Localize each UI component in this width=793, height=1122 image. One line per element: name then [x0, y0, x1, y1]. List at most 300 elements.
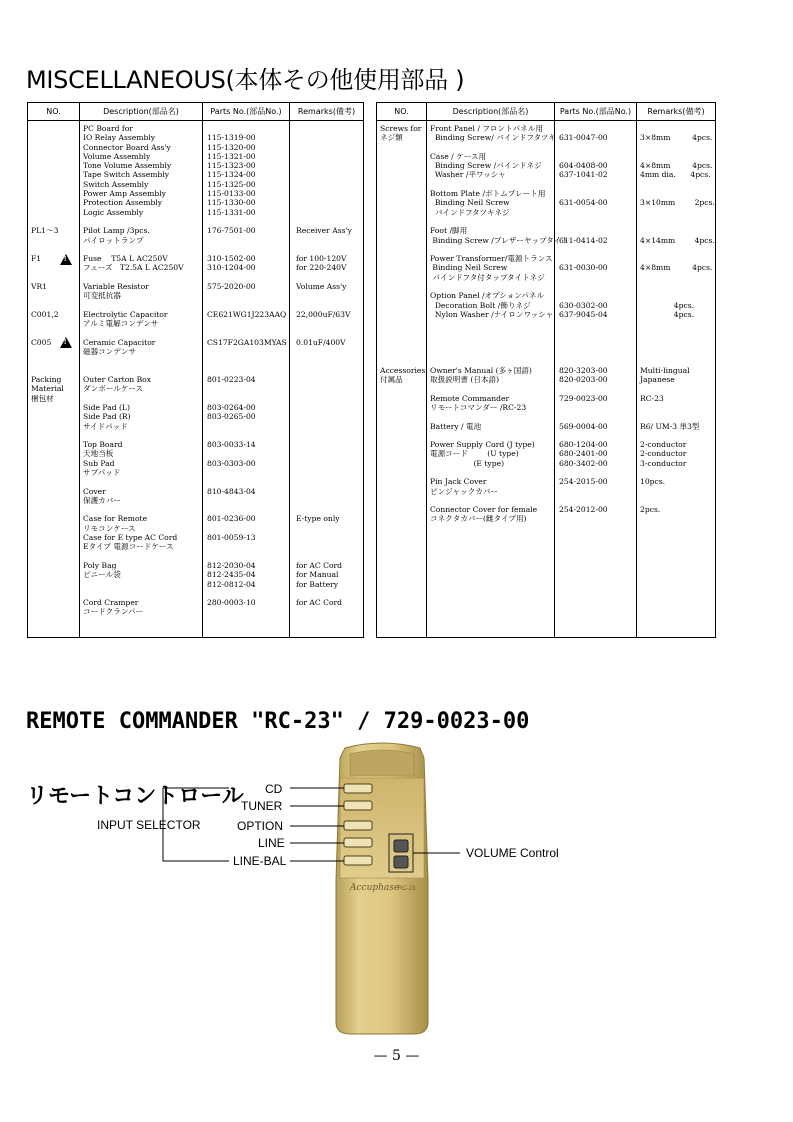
cell-line: Switch Assembly: [83, 179, 149, 189]
cell-line: [290, 161, 363, 170]
cell-line: [203, 291, 289, 300]
line-button: [344, 838, 372, 847]
cell-line: [637, 496, 715, 505]
cell-line: [637, 347, 715, 356]
cell-line: [555, 412, 636, 421]
cell-line: Connector Cover for female: [430, 505, 538, 515]
cell-line: 810-4843-04: [207, 486, 256, 496]
cell-line: [28, 189, 79, 198]
cell-line: 4×8mm 4pcs.: [640, 161, 713, 171]
cell-line: [377, 449, 426, 458]
cell-line: 631-0030-00: [559, 263, 608, 273]
cell-line: [427, 347, 554, 356]
cell-line: [377, 310, 426, 319]
cell-line: Nylon Washer /ナイロンワッシャ: [430, 309, 554, 319]
cell-line: [28, 347, 79, 356]
col-no: [28, 121, 80, 638]
cell-line: [377, 394, 426, 403]
cell-line: Binding Neil Screw: [430, 198, 510, 208]
cell-line: Japanese: [640, 375, 675, 385]
header-no: NO.: [377, 103, 427, 121]
cell-line: [28, 170, 79, 179]
cell-line: 812-2435-04: [207, 570, 256, 580]
cell-line: [427, 282, 554, 291]
cell-line: for 100-120V: [296, 254, 347, 264]
cell-line: [427, 319, 554, 328]
cell-line: [80, 617, 202, 626]
cell-line: [637, 338, 715, 347]
cell-line: 10pcs.: [640, 477, 666, 487]
cell-line: [377, 440, 426, 449]
cell-line: [28, 580, 79, 589]
cell-line: [377, 236, 426, 245]
cell-line: [555, 143, 636, 152]
remote-illustration: [0, 730, 793, 1050]
cell-line: [377, 208, 426, 217]
cell-line: [290, 412, 363, 421]
cell-line: アルミ電解コンデンサ: [83, 319, 159, 329]
cell-line: PC Board for: [83, 124, 133, 133]
cell-line: [427, 468, 554, 477]
cell-line: E-type only: [296, 514, 340, 524]
cell-line: IO Relay Assembly: [83, 133, 156, 143]
cell-line: Protection Assembly: [83, 198, 163, 208]
cell-line: [637, 254, 715, 263]
cell-line: [203, 505, 289, 514]
cell-line: RC-23: [640, 393, 664, 403]
cell-line: 4×14mm 4pcs.: [640, 235, 715, 245]
cell-line: [28, 617, 79, 626]
cell-line: 604-0408-00: [559, 161, 608, 171]
cell-line: [377, 524, 426, 533]
cell-line: [203, 589, 289, 598]
cell-line: [28, 570, 79, 579]
cell-line: [377, 607, 426, 616]
cell-line: [377, 329, 426, 338]
cell-line: Variable Resistor: [83, 282, 149, 292]
cell-line: [80, 505, 202, 514]
cell-line: 付属品: [380, 375, 403, 385]
cell-line: [555, 607, 636, 616]
cell-line: [28, 514, 79, 523]
cell-line: 3×8mm 4pcs.: [640, 133, 713, 143]
cell-line: [203, 245, 289, 254]
page-title: MISCELLANEOUS(本体その他使用部品 ): [26, 66, 465, 94]
cell-line: [290, 422, 363, 431]
cell-line: 22,000uF/63V: [296, 309, 351, 319]
cell-line: [427, 561, 554, 570]
cell-line: 天地当板: [83, 449, 114, 459]
cell-line: [555, 403, 636, 412]
cell-line: Top Board: [83, 440, 123, 450]
cell-line: Remote Commander: [430, 393, 510, 403]
remote-ir-window: [350, 750, 414, 776]
cell-line: [637, 319, 715, 328]
cell-line: [637, 542, 715, 551]
cell-line: [290, 217, 363, 226]
cell-line: 3-conductor: [640, 458, 687, 468]
cell-line: [637, 143, 715, 152]
cell-line: [427, 384, 554, 393]
cell-line: [377, 263, 426, 272]
cell-line: [290, 143, 363, 152]
cell-line: [203, 384, 289, 393]
cell-line: [203, 552, 289, 561]
cell-line: [203, 366, 289, 375]
cell-line: [377, 580, 426, 589]
cell-line: (E type): [430, 458, 505, 468]
cell-line: [427, 431, 554, 440]
cell-line: [637, 570, 715, 579]
cell-line: [637, 524, 715, 533]
cell-line: Power Supply Cord (J type): [430, 440, 535, 450]
cell-line: [290, 477, 363, 486]
cell-line: ダンボールケース: [83, 384, 144, 394]
cell-line: [555, 580, 636, 589]
cell-line: 電源コード (U type): [430, 449, 519, 459]
cell-line: [80, 394, 202, 403]
cell-line: [290, 505, 363, 514]
cell-line: [80, 329, 202, 338]
cell-line: [28, 487, 79, 496]
cell-line: [377, 161, 426, 170]
tuner-button: [344, 801, 372, 810]
cell-line: Eタイプ 電源コードケース: [83, 542, 174, 552]
cell-line: 680-2401-00: [559, 449, 608, 459]
cell-line: [28, 356, 79, 365]
cell-line: [427, 245, 554, 254]
cell-line: [637, 226, 715, 235]
cell-line: [377, 533, 426, 542]
cell-line: Pilot Lamp /3pcs.: [83, 226, 150, 236]
cell-line: [555, 468, 636, 477]
cell-line: [377, 487, 426, 496]
label-line: LINE: [258, 836, 285, 850]
cell-line: [377, 514, 426, 523]
cell-line: [377, 459, 426, 468]
cell-line: [203, 329, 289, 338]
cell-line: CS17F2GA103MYAS: [207, 337, 287, 347]
cell-line: Owner's Manual (多ヶ国語): [430, 365, 532, 375]
cell-line: [637, 282, 715, 291]
col-parts-no: [555, 121, 637, 638]
cell-line: Ceramic Capacitor: [83, 337, 156, 347]
cell-line: [80, 580, 202, 589]
cell-line: [203, 236, 289, 245]
cell-line: Power Transformer/電源トランス: [430, 254, 553, 264]
cell-line: [290, 170, 363, 179]
cell-line: [427, 589, 554, 598]
cell-line: 729-0023-00: [559, 393, 608, 403]
cell-line: [377, 152, 426, 161]
col-parts-no: [203, 121, 290, 638]
remote-heading-title: REMOTE COMMANDER "RC-23" / 729-0023-00: [26, 709, 530, 734]
cell-line: [427, 580, 554, 589]
cell-line: Binding Screw/ バインドフタツキ: [430, 133, 556, 143]
cell-line: [637, 329, 715, 338]
cell-line: Receiver Ass'y: [296, 226, 352, 236]
cell-line: [555, 617, 636, 626]
cell-line: [377, 273, 426, 282]
cell-line: [555, 514, 636, 523]
cell-line: [290, 236, 363, 245]
header-remarks: Remarks(備考): [637, 103, 716, 121]
header-description: Description(部品名): [427, 103, 555, 121]
cell-line: [28, 152, 79, 161]
cell-line: [637, 291, 715, 300]
cell-line: 4mm dia. 4pcs.: [640, 170, 711, 180]
cell-line: [637, 552, 715, 561]
cell-line: 4pcs.: [640, 300, 695, 310]
caution-triangle-icon: [60, 254, 72, 265]
cell-line: Poly Bag: [83, 560, 117, 570]
cell-line: [377, 356, 426, 365]
cell-line: [80, 245, 202, 254]
cell-line: [203, 542, 289, 551]
cell-line: 3×10mm 2pcs.: [640, 198, 715, 208]
cell-line: [28, 198, 79, 207]
cell-line: [637, 124, 715, 133]
cell-line: [377, 403, 426, 412]
header-no: NO.: [28, 103, 80, 121]
cell-line: サイドパッド: [83, 421, 128, 431]
cell-line: for AC Cord: [296, 598, 343, 608]
cell-line: 803-0033-14: [207, 440, 256, 450]
cell-line: [290, 124, 363, 133]
cell-line: Outer Carton Box: [83, 375, 152, 385]
cell-line: [637, 152, 715, 161]
cell-line: Decoration Bolt /飾りネジ: [430, 300, 531, 310]
cell-line: 115-1324-00: [207, 170, 256, 180]
cell-line: 115-1325-00: [207, 179, 256, 189]
cell-line: [80, 356, 202, 365]
table-header-row: [28, 103, 364, 121]
cell-line: [377, 468, 426, 477]
table-header-row: [377, 103, 716, 121]
cell-line: [637, 487, 715, 496]
cell-line: 0.01uF/400V: [296, 337, 346, 347]
cell-line: [377, 254, 426, 263]
cell-line: [290, 440, 363, 449]
cell-line: [28, 589, 79, 598]
cell-line: 820-0203-00: [559, 375, 608, 385]
cell-line: Fuse T5A L AC250V: [83, 254, 168, 264]
cell-line: [203, 273, 289, 282]
cell-line: Binding Screw /バインドネジ: [430, 161, 542, 171]
header-parts-no: Parts No.(部品No.): [203, 103, 290, 121]
cell-line: Pin Jack Cover: [430, 477, 487, 487]
cell-line: C005: [31, 337, 52, 347]
cell-line: [28, 291, 79, 300]
cell-line: [637, 598, 715, 607]
cell-line: バインドフタ付タップタイトネジ: [430, 272, 545, 282]
cell-line: [28, 496, 79, 505]
cell-line: Binding Neil Screw: [430, 263, 508, 273]
cell-line: [427, 356, 554, 365]
cell-line: [28, 598, 79, 607]
cell-line: 631-0054-00: [559, 198, 608, 208]
cell-line: [28, 533, 79, 542]
label-option: OPTION: [237, 819, 284, 833]
cell-line: [377, 542, 426, 551]
cell-line: [555, 561, 636, 570]
cell-line: R6/ UM-3 単3型: [640, 421, 700, 431]
cell-line: [427, 570, 554, 579]
cell-line: [555, 347, 636, 356]
cell-line: 115-1330-00: [207, 198, 256, 208]
cell-line: CE621WG1J223AAQ: [207, 309, 287, 319]
cell-line: 2-conductor: [640, 449, 687, 459]
cell-line: [290, 459, 363, 468]
cell-line: [555, 124, 636, 133]
cell-line: [28, 133, 79, 142]
cell-line: [427, 412, 554, 421]
cell-line: [377, 589, 426, 598]
cell-line: Binding Screw /ブレザーヤップタイト: [430, 235, 569, 245]
cell-line: [28, 412, 79, 421]
cell-line: [80, 366, 202, 375]
cell-line: コネクタカバー(雌タイプ用): [430, 514, 527, 524]
cell-line: 4pcs.: [640, 309, 695, 319]
cell-line: [28, 542, 79, 551]
cell-line: [203, 477, 289, 486]
cell-line: for Manual: [296, 570, 339, 580]
col-description: [80, 121, 203, 638]
cd-button: [344, 784, 372, 793]
cell-line: 254-2012-00: [559, 505, 608, 515]
cell-line: [637, 617, 715, 626]
cell-line: 637-9045-04: [559, 309, 608, 319]
cell-line: [290, 617, 363, 626]
cell-line: Volume Assembly: [83, 151, 151, 161]
cell-line: [555, 319, 636, 328]
cell-line: [203, 124, 289, 133]
cell-line: [28, 552, 79, 561]
cell-line: [28, 245, 79, 254]
cell-line: [203, 607, 289, 616]
cell-line: Option Panel /オプションパネル: [430, 291, 545, 301]
cell-line: [555, 552, 636, 561]
cell-line: 176-7501-00: [207, 226, 256, 236]
cell-line: 254-2015-00: [559, 477, 608, 487]
table-body-row: [28, 121, 364, 638]
cell-line: [28, 477, 79, 486]
cell-line: [377, 282, 426, 291]
cell-line: [203, 217, 289, 226]
label-volume-control: VOLUME Control: [466, 846, 559, 860]
cell-line: [203, 319, 289, 328]
parts-table-left: [27, 102, 364, 638]
cell-line: Washer /平ワッシャ: [430, 170, 506, 180]
cell-line: [555, 254, 636, 263]
cell-line: Electrolytic Capacitor: [83, 309, 168, 319]
cell-line: [637, 189, 715, 198]
cell-line: コードクランパー: [83, 607, 144, 617]
cell-line: [203, 496, 289, 505]
cell-line: [555, 282, 636, 291]
cell-line: [427, 180, 554, 189]
cell-line: [377, 552, 426, 561]
cell-line: Sub Pad: [83, 458, 115, 468]
cell-line: 梱包材: [31, 393, 54, 403]
remote-heading-japanese: リモートコントロール: [26, 784, 244, 809]
cell-line: [555, 152, 636, 161]
cell-line: [377, 189, 426, 198]
cell-line: [427, 533, 554, 542]
cell-line: [290, 607, 363, 616]
cell-line: 801-0223-04: [207, 375, 256, 385]
cell-line: 2-conductor: [640, 440, 687, 450]
cell-line: 310-1204-00: [207, 263, 256, 273]
cell-line: サブパッド: [83, 467, 121, 477]
cell-line: [377, 561, 426, 570]
cell-line: 115-1331-00: [207, 207, 256, 217]
cell-line: フューズ T2.5A L AC250V: [83, 263, 184, 273]
cell-line: [80, 589, 202, 598]
remote-model: RC-23: [398, 886, 416, 892]
cell-line: F1: [31, 254, 42, 264]
cell-line: C001,2: [31, 309, 59, 319]
cell-line: [28, 422, 79, 431]
cell-line: Volume Ass'y: [296, 282, 347, 292]
cell-line: [377, 143, 426, 152]
cell-line: [28, 143, 79, 152]
cell-line: バインドフタツキネジ: [430, 207, 510, 217]
cell-line: [377, 338, 426, 347]
cell-line: [637, 180, 715, 189]
cell-line: ピンジャックカバー: [430, 486, 499, 496]
cell-line: [377, 598, 426, 607]
col-description: [427, 121, 569, 638]
cell-line: [637, 468, 715, 477]
cell-line: 611-0414-02: [559, 235, 608, 245]
cell-line: 115-1320-00: [207, 142, 256, 152]
cell-line: [290, 291, 363, 300]
cell-line: [377, 347, 426, 356]
cell-line: [290, 208, 363, 217]
cell-line: [290, 394, 363, 403]
cell-line: [377, 170, 426, 179]
cell-line: [555, 338, 636, 347]
cell-line: [637, 607, 715, 616]
cell-line: [555, 356, 636, 365]
header-description: Description(部品名): [80, 103, 203, 121]
cell-line: [427, 217, 554, 226]
cell-line: Case for Remote: [83, 514, 148, 524]
cell-line: [637, 514, 715, 523]
cell-line: [290, 245, 363, 254]
cell-line: [555, 384, 636, 393]
cell-line: [80, 273, 202, 282]
cell-line: [290, 589, 363, 598]
cell-line: [203, 449, 289, 458]
cell-line: [427, 617, 554, 626]
cell-line: [290, 542, 363, 551]
label-input-selector: INPUT SELECTOR: [97, 818, 201, 832]
cell-line: [555, 589, 636, 598]
cell-line: [555, 496, 636, 505]
cell-line: 115-1321-00: [207, 151, 256, 161]
cell-line: [555, 598, 636, 607]
cell-line: 680-3402-00: [559, 458, 608, 468]
cell-line: [203, 617, 289, 626]
cell-line: Connector Board Ass'y: [83, 142, 171, 152]
cell-line: [28, 124, 79, 133]
cell-line: [637, 217, 715, 226]
cell-line: Packing: [31, 375, 62, 385]
cell-line: [637, 431, 715, 440]
cell-line: [637, 273, 715, 282]
